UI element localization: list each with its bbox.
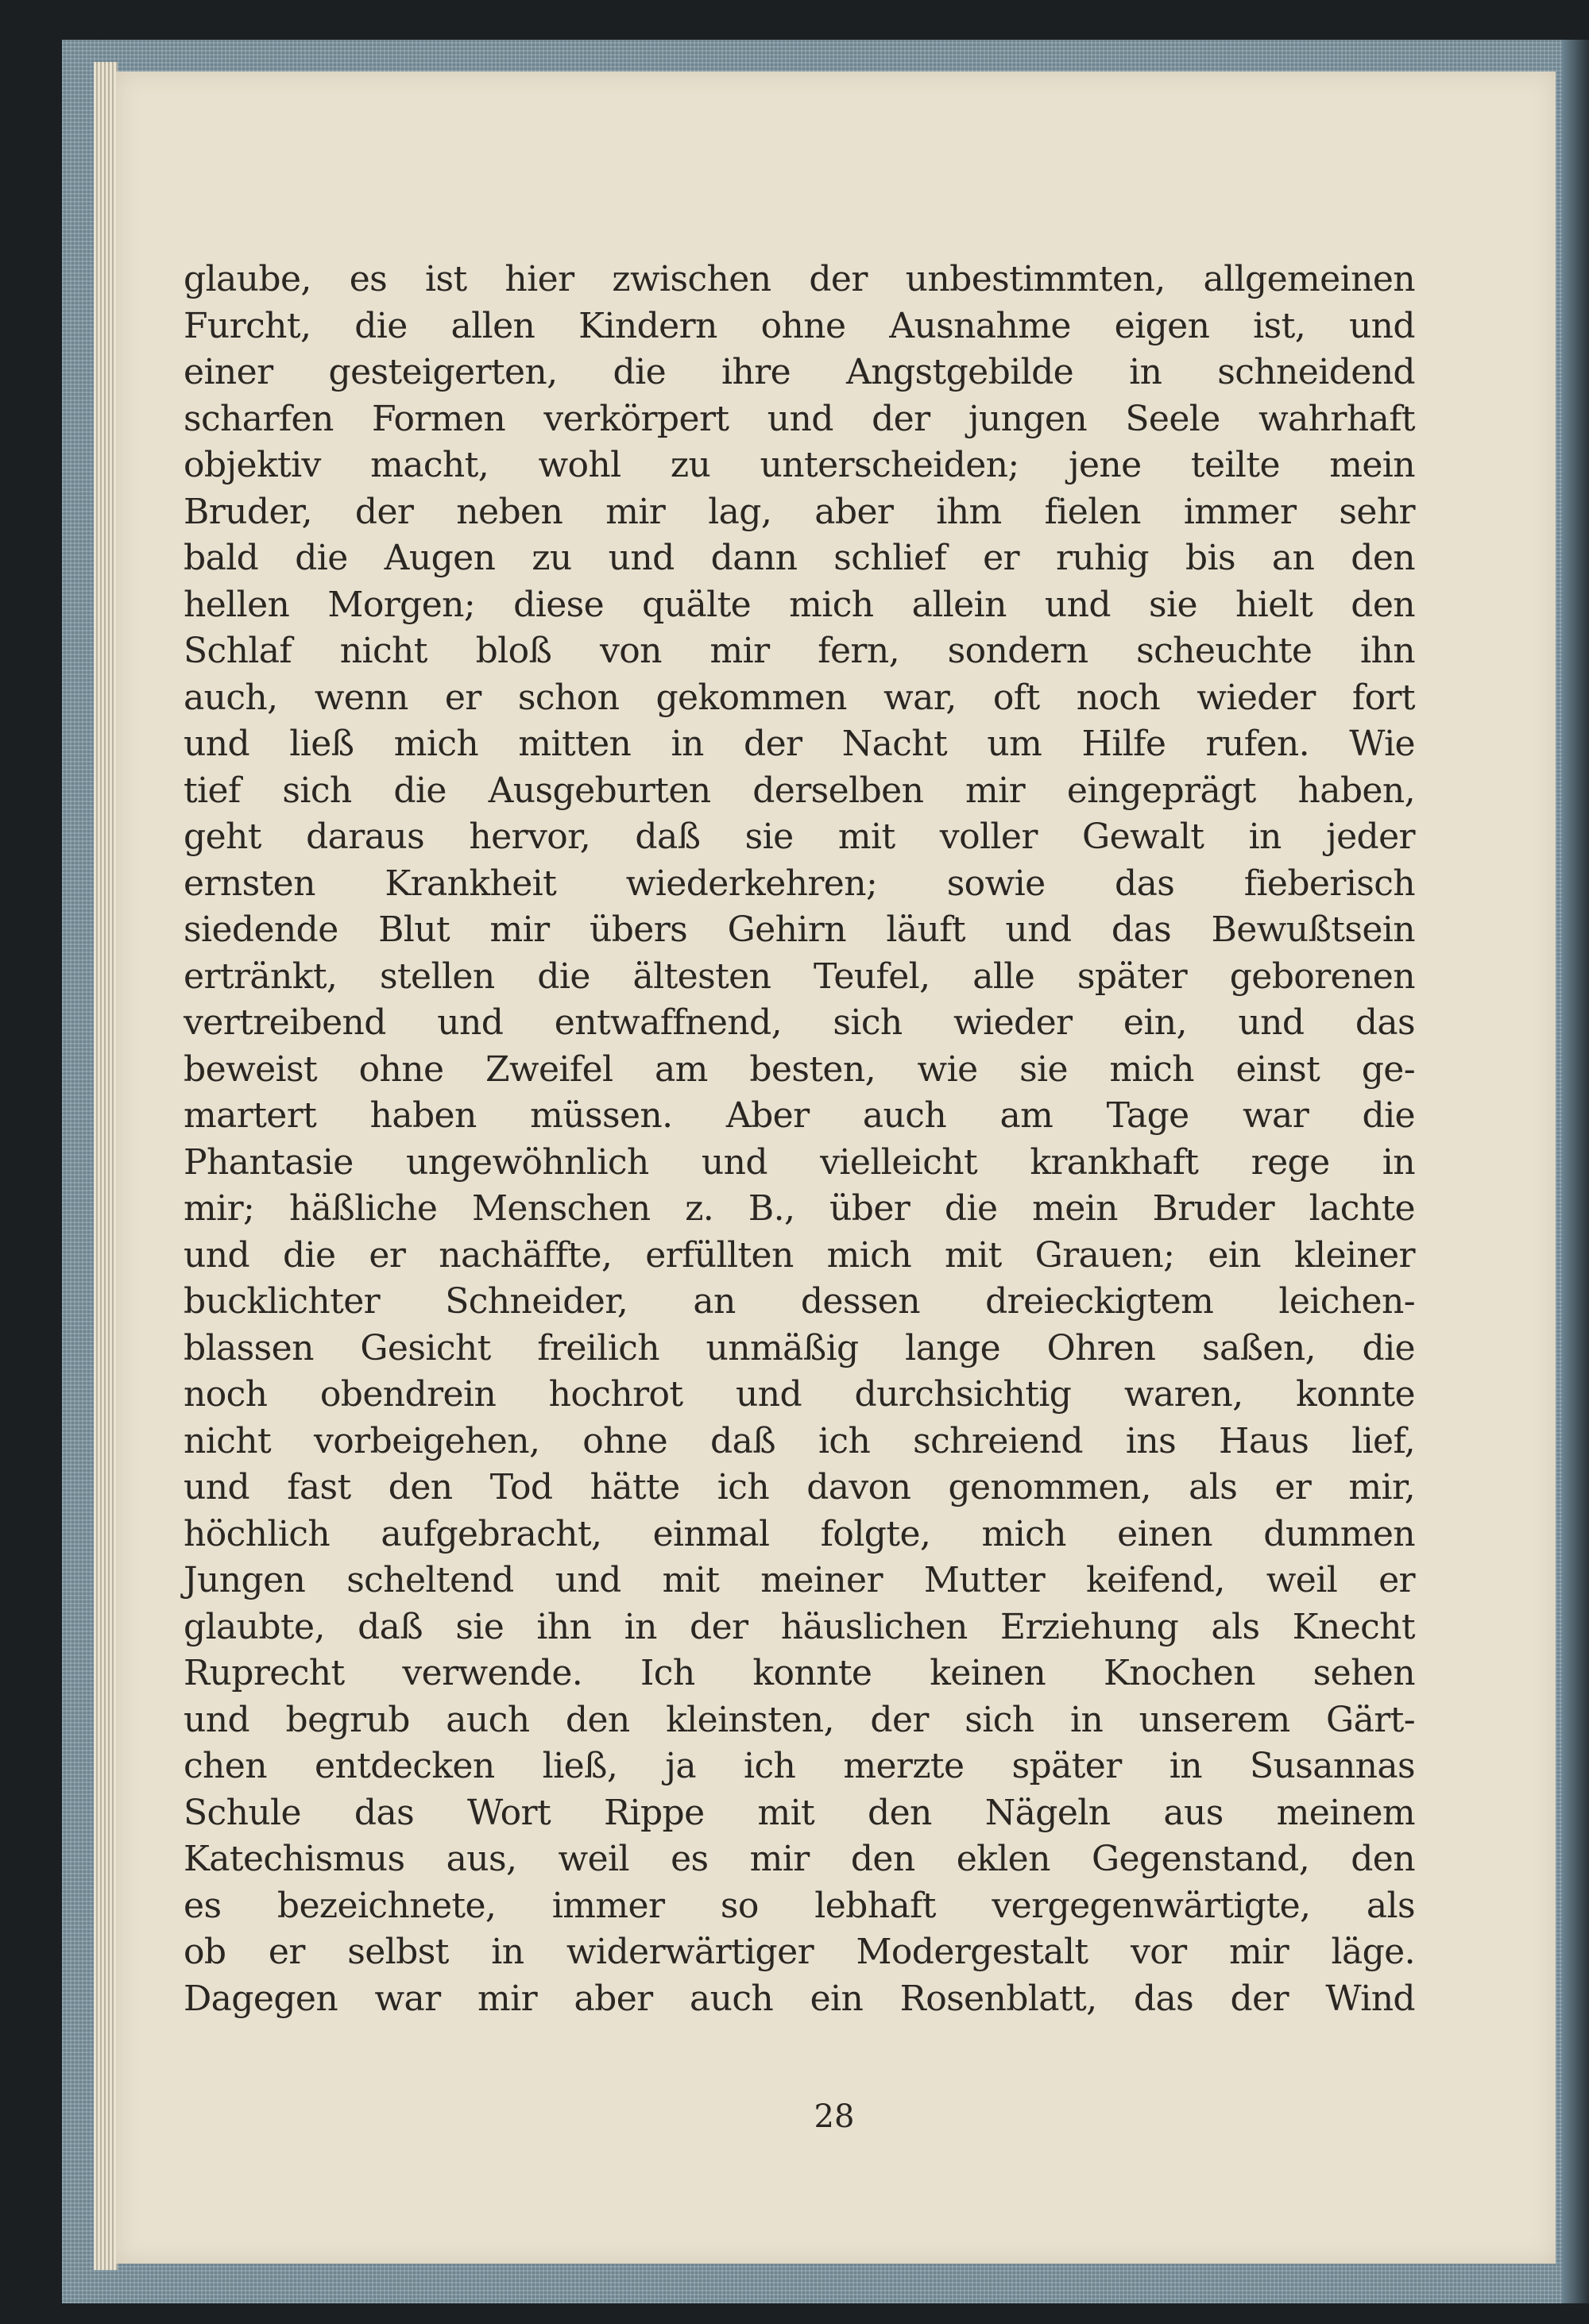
text-line: siedende Blut mir übers Gehirn läuft und das Bewußtsein [184,909,1415,950]
text-line: ob er selbst in widerwärtiger Modergestalt vor mir läge. [184,1932,1415,1972]
text-line: es bezeichnete, immer so lebhaft vergegenwärtigte, als [184,1885,1415,1926]
text-line: Jungen scheltend und mit meiner Mutter keifend, weil er [184,1560,1415,1600]
text-line: bald die Augen zu und dann schlief er ruhig bis an den [184,538,1415,578]
text-line: und begrub auch den kleinsten, der sich in unserem Gärt- [184,1699,1415,1740]
text-line: martert haben müssen. Aber auch am Tage war die [184,1095,1415,1136]
text-line: mir; häßliche Menschen z. B., über die mein Bruder lachte [184,1188,1415,1229]
text-line: höchlich aufgebracht, einmal folgte, mich einen dummen [184,1513,1415,1554]
text-line: ernsten Krankheit wiederkehren; sowie das fieberisch [184,863,1415,904]
text-line: ertränkt, stellen die ältesten Teufel, alle später geborenen [184,955,1415,997]
text-line: tief sich die Ausgeburten derselben mir eingeprägt haben, [184,770,1415,811]
text-line: Phantasie ungewöhnlich und vielleicht krankhaft rege in [184,1141,1415,1183]
text-line: blassen Gesicht freilich unmäßig lange Ohren saßen, die [184,1327,1415,1369]
text-line: Ruprecht verwende. Ich konnte keinen Knochen sehen [184,1653,1415,1693]
text-line: scharfen Formen verkörpert und der jungen Seele wahrhaft [184,398,1415,439]
text-line: und ließ mich mitten in der Nacht um Hilfe rufen. Wie [184,724,1415,764]
text-line: objektiv macht, wohl zu unterscheiden; jene teilte mein [184,445,1415,485]
text-line: hellen Morgen; diese quälte mich allein und sie hielt den [184,584,1415,625]
text-line: und fast den Tod hätte ich davon genommen, als er mir, [184,1467,1415,1508]
text-line: Katechismus aus, weil es mir den eklen Gegenstand, den [184,1839,1415,1879]
cover-edge [1562,40,1589,2303]
text-line: glaube, es ist hier zwischen der unbestimmten, allgemeinen [184,259,1415,299]
text-line: glaubte, daß sie ihn in der häuslichen Erziehung als Knecht [184,1606,1415,1647]
text-line: noch obendrein hochrot und durchsichtig waren, konnte [184,1374,1415,1415]
body-text [184,257,1415,2022]
text-line: chen entdecken ließ, ja ich merzte später in Susannas [184,1746,1415,1786]
text-line: Schlaf nicht bloß von mir fern, sondern scheuchte ihn [184,631,1415,671]
text-line: beweist ohne Zweifel am besten, wie sie mich einst ge- [184,1048,1415,1090]
page-edges [94,62,118,2270]
text-line: geht daraus hervor, daß sie mit voller Gewalt in jeder [184,816,1415,857]
text-line: auch, wenn er schon gekommen war, oft noch wieder fort [184,677,1415,718]
text-line: Bruder, der neben mir lag, aber ihm fielen immer sehr [184,491,1415,532]
text-line: Schule das Wort Rippe mit den Nägeln aus meinem [184,1792,1415,1833]
page-number: 28 [814,2098,855,2135]
text-line: bucklichter Schneider, an dessen dreieckigtem leichen- [184,1281,1415,1322]
text-line: Furcht, die allen Kindern ohne Ausnahme eigen ist, und [184,305,1415,346]
text-line: Dagegen war mir aber auch ein Rosenblatt, das der Wind [184,1978,1415,2019]
text-line: und die er nachäffte, erfüllten mich mit Grauen; ein kleiner [184,1234,1415,1276]
text-line: nicht vorbeigehen, ohne daß ich schreiend ins Haus lief, [184,1420,1415,1461]
text-line: vertreibend und entwaffnend, sich wieder ein, und das [184,1002,1415,1043]
text-line: einer gesteigerten, die ihre Angstgebilde in schneidend [184,352,1415,392]
